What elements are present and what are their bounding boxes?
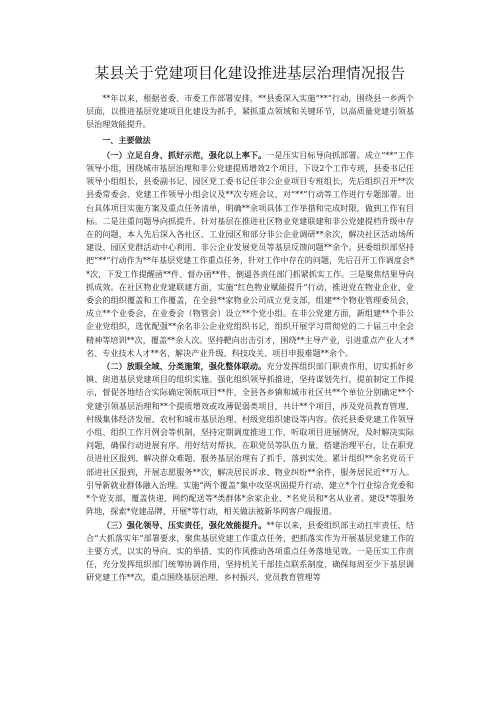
section-body-1: 一是压实目标导向抓部署。成立“**”工作领导小组，围绕城市基层治理和非公党建提质增效2个项目，下设2个工作专班，县委书记任领导小组组长，县委副书记、园区党工委书记任非公企业项目专班组长，先后组织召开**次县委常委会、党建工作领导小组会议及**次专班会议，对“**”行动等工作进行专题部署。出台具体项目实施方案及重点任务清单，明确**余项具体工作举措和完成时限，做到工作有目标。二是注重问题导向抓提升。针对基层在推进社区物业党建联建和非公党建提档升级中存在的问题，本人先后深入各社区、工业园区和部分非公企业调研**余次，解决社区活动场所建设、园区党群活动中心利用、非公企业发展党员等基层反馈问题**余个。县委组织部坚持把“**”行动作为**年基层党建工作重点任务，针对工作中存在的问题，先后召开工作调度会**次，下发工作提醒函**件、督办函**件，倒逼各责任部门抓紧抓实工作。三是聚焦结果导向抓成效。在社区物业党建联建方面，实施“红色物业赋能提升”行动，推进党在物业企业、业委会的组织覆盖和工作覆盖，在全县**家物业公司成立党支部，组建**个物业管理委员会，成立**个业委会，在业委会（物管会）设立**个党小组。在非公党建方面，新组建**个非公企业党组织，选优配强**余名非公企业党组织书记，组织开展学习贯彻党的二十届三中全会精神等培训**次，覆盖**余人次。坚持靶向出击引才，围绕**主导产业，引进重点产业人才*名、专业技术人才**名，解决产业升级、科技攻关、项目申报难题**余个。 (86, 149, 414, 358)
section-body-2: 充分发挥组织部门职责作用，切实抓好乡镇、街道基层党建项目的组织实施。强化组织领导抓推进，坚持谋划先行，提前制定工作提示，督促各地结合实际确定领航项目**件，全县各乡镇和城市社区共**个单位分别确定**个党建引领基层治理和**个提质增效或攻薄促弱类项目，共计**个项目，涉及党员教育管理、村级集体经济发展、农村和城市基层治理、村级党组织建设等内容。依托县委党建工作领导小组、组织工作月例会等机制，坚持定期调度推进工作，听取项目进展情况，及时解决实际问题，确保行动进展有序。用好结对帮扶，在职党员等队伍力量，搭建治理平台，让在职党员进社区报到、解决群众难题、服务基层治理有了抓手、落到实处。累计组织**余名党员干部进社区报到，开展志愿服务**次，解决居民诉求、物业纠纷**余件，服务居民近**万人。引导新就业群体融入治理。实施“两个覆盖”集中攻坚巩固提升行动，建立*个行业综合党委和*个党支部，覆盖快递、网约配送等*类群体*余家企业、*名党员和*名从业者。建设*等服务阵地，探索*党建品牌，开展*等行动，相关做法被新华网客户端报道。 (86, 361, 414, 517)
document-title: 某县关于党建项目化建设推进基层治理情况报告 (94, 65, 406, 82)
section-body-3: **年以来，县委组织部主动扛牢责任，结合“大抓落实年”部署要求，聚焦基层党建工作重点任务，把抓落实作为开展基层党建工作的主要方式，以实的导向、实的举措、实的作风推动各项重点任务落地见效。一是压实工作责任，充分发挥组织部门统筹协调作用，坚持机关干部挂点联系制度，确保每周至少下基层调研党建工作**次，重点围绕基层治理、乡村振兴、党员教育管理等 (86, 519, 414, 583)
section-paragraph-3 (86, 519, 414, 585)
intro-paragraph: **年以来，根据省委、市委工作部署安排，**县委深入实施“**”行动，围绕县一乡两个层面，以推进基层党建项目化建设为抓手，紧抓重点领域和关键环节，以高质量党建引领基层治理效能提升。 (86, 93, 414, 130)
section-lead-3: （三）强化领导、压实责任，强化效能提升。 (102, 519, 267, 530)
section-lead-2: （二）放眼全域、分类施策，强化整体联动。 (102, 361, 267, 372)
section-lead-1: （一）立足自身、抓好示范，强化以上率下。 (102, 149, 267, 160)
section-paragraph-2 (86, 360, 414, 518)
section-paragraph-1 (86, 149, 414, 360)
section-heading-main-practices: 一、主要做法 (102, 134, 151, 145)
